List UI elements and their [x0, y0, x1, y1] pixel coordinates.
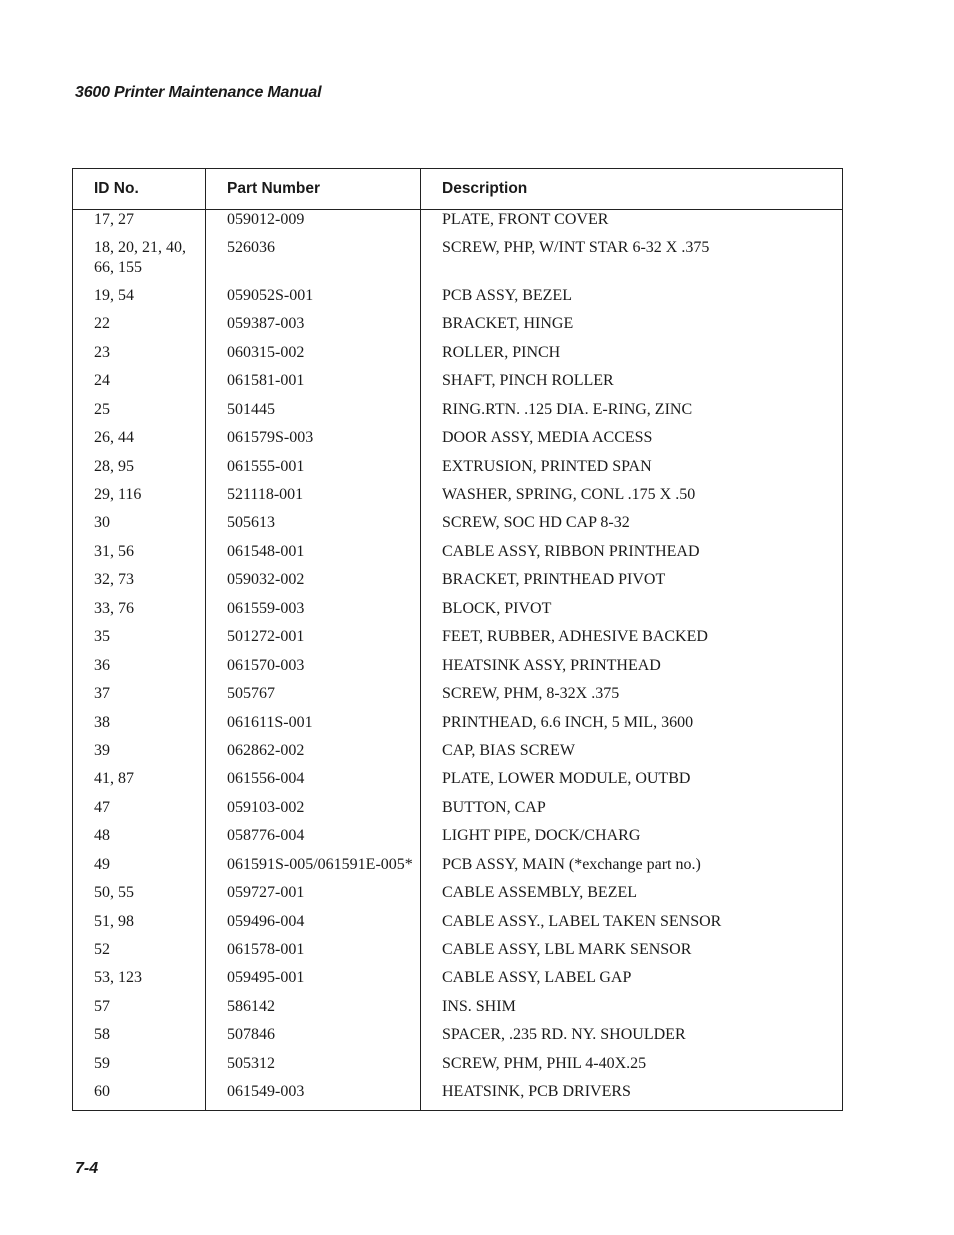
description-cell: SCREW, SOC HD CAP 8-32	[421, 513, 843, 541]
part-number-cell: 061555-001	[206, 457, 421, 485]
page-number: 7-4	[75, 1160, 99, 1177]
id-cell: 39	[94, 741, 110, 759]
description-cell: PCB ASSY, BEZEL	[421, 286, 843, 314]
table-row	[73, 428, 843, 456]
id-cell: 32, 73	[94, 571, 134, 589]
description-cell: ROLLER, PINCH	[421, 343, 843, 371]
table-row	[73, 1054, 843, 1082]
table-row	[73, 798, 843, 826]
description-cell: CABLE ASSY, LABEL GAP	[421, 968, 843, 996]
part-number-cell: 521118-001	[206, 485, 421, 513]
id-cell: 26, 44	[94, 429, 134, 447]
id-cell: 50, 55	[94, 884, 134, 902]
id-cell: 59	[94, 1054, 110, 1072]
table-row	[73, 343, 843, 371]
description-cell: PLATE, FRONT COVER	[421, 210, 843, 238]
part-number-cell: 061578-001	[206, 940, 421, 968]
description-cell: CAP, BIAS SCREW	[421, 741, 843, 769]
part-number-cell: 505312	[206, 1054, 421, 1082]
part-number-cell: 059495-001	[206, 968, 421, 996]
description-cell: LIGHT PIPE, DOCK/CHARG	[421, 826, 843, 854]
part-number-cell: 060315-002	[206, 343, 421, 371]
part-number-cell: 059032-002	[206, 570, 421, 598]
table-row	[73, 997, 843, 1025]
table-row	[73, 769, 843, 797]
id-cell: 31, 56	[94, 542, 134, 560]
id-cell: 52	[94, 941, 110, 958]
part-number-cell: 059012-009	[206, 210, 421, 238]
table-row	[73, 912, 843, 940]
table-row	[73, 457, 843, 485]
part-number-cell: 061591S-005/061591E-005*	[206, 855, 421, 883]
description-cell: SCREW, PHP, W/INT STAR 6-32 X .375	[421, 238, 843, 286]
description-cell: PCB ASSY, MAIN (*exchange part no.)	[421, 855, 843, 883]
description-cell: DOOR ASSY, MEDIA ACCESS	[421, 428, 843, 456]
id-cell: 29, 116	[94, 486, 142, 503]
column-header-part-number: Part Number	[206, 169, 421, 210]
part-number-cell: 061549-003	[206, 1082, 421, 1110]
description-cell: EXTRUSION, PRINTED SPAN	[421, 457, 843, 485]
table-row	[73, 485, 843, 513]
part-number-cell: 501272-001	[206, 627, 421, 655]
parts-table-body	[73, 210, 843, 1111]
table-row	[73, 826, 843, 854]
id-cell: 48	[94, 827, 110, 845]
part-number-cell: 061570-003	[206, 656, 421, 684]
part-number-cell: 061581-001	[206, 371, 421, 399]
column-header-description: Description	[421, 169, 843, 210]
part-number-cell: 059727-001	[206, 883, 421, 911]
description-cell: SPACER, .235 RD. NY. SHOULDER	[421, 1025, 843, 1053]
table-row	[73, 570, 843, 598]
column-header-id: ID No.	[73, 169, 206, 210]
id-cell: 38	[94, 713, 110, 731]
table-row	[73, 371, 843, 399]
id-cell: 33, 76	[94, 599, 134, 617]
part-number-cell: 061579S-003	[206, 428, 421, 456]
part-number-cell: 507846	[206, 1025, 421, 1053]
description-cell: RING.RTN. .125 DIA. E-RING, ZINC	[421, 400, 843, 428]
id-cell: 24	[94, 372, 110, 390]
description-cell: SCREW, PHM, 8-32X .375	[421, 684, 843, 712]
part-number-cell: 061556-004	[206, 769, 421, 797]
table-row	[73, 286, 843, 314]
table-row	[73, 656, 843, 684]
part-number-cell: 505767	[206, 684, 421, 712]
part-number-cell: 061611S-001	[206, 713, 421, 741]
table-row	[73, 741, 843, 769]
table-row	[73, 599, 843, 627]
id-cell: 18, 20, 21, 40, 66, 155	[94, 238, 186, 276]
description-cell: CABLE ASSY, RIBBON PRINTHEAD	[421, 542, 843, 570]
id-cell: 51, 98	[94, 912, 134, 930]
id-cell: 17, 27	[94, 211, 134, 228]
parts-table	[72, 168, 843, 1111]
table-row	[73, 684, 843, 712]
table-row	[73, 210, 843, 238]
description-cell: SHAFT, PINCH ROLLER	[421, 371, 843, 399]
id-cell: 19, 54	[94, 286, 134, 304]
id-cell: 28, 95	[94, 457, 134, 475]
description-cell: HEATSINK ASSY, PRINTHEAD	[421, 656, 843, 684]
description-cell: CABLE ASSY, LBL MARK SENSOR	[421, 940, 843, 968]
id-cell: 37	[94, 685, 110, 703]
description-cell: CABLE ASSEMBLY, BEZEL	[421, 883, 843, 911]
part-number-cell: 526036	[206, 238, 421, 286]
description-cell: INS. SHIM	[421, 997, 843, 1025]
part-number-cell: 061559-003	[206, 599, 421, 627]
description-cell: PRINTHEAD, 6.6 INCH, 5 MIL, 3600	[421, 713, 843, 741]
part-number-cell: 505613	[206, 513, 421, 541]
id-cell: 49	[94, 855, 110, 873]
id-cell: 30	[94, 514, 110, 532]
table-row	[73, 400, 843, 428]
description-cell: WASHER, SPRING, CONL .175 X .50	[421, 485, 843, 513]
description-cell: CABLE ASSY., LABEL TAKEN SENSOR	[421, 912, 843, 940]
id-cell: 25	[94, 400, 110, 418]
part-number-cell: 062862-002	[206, 741, 421, 769]
id-cell: 35	[94, 628, 110, 646]
description-cell: FEET, RUBBER, ADHESIVE BACKED	[421, 627, 843, 655]
id-cell: 47	[94, 798, 110, 816]
part-number-cell: 061548-001	[206, 542, 421, 570]
description-cell: BUTTON, CAP	[421, 798, 843, 826]
id-cell: 60	[94, 1083, 110, 1101]
id-cell: 53, 123	[94, 969, 142, 987]
description-cell: SCREW, PHM, PHIL 4-40X.25	[421, 1054, 843, 1082]
table-row	[73, 1025, 843, 1053]
part-number-cell: 059103-002	[206, 798, 421, 826]
table-row	[73, 238, 843, 286]
table-row	[73, 713, 843, 741]
id-cell: 57	[94, 997, 110, 1015]
table-row	[73, 513, 843, 541]
part-number-cell: 501445	[206, 400, 421, 428]
description-cell: BRACKET, PRINTHEAD PIVOT	[421, 570, 843, 598]
id-cell: 58	[94, 1026, 110, 1044]
running-head: 3600 Printer Maintenance Manual	[75, 84, 322, 101]
table-row	[73, 855, 843, 883]
table-row	[73, 627, 843, 655]
part-number-cell: 059387-003	[206, 314, 421, 342]
part-number-cell: 058776-004	[206, 826, 421, 854]
table-row	[73, 940, 843, 968]
id-cell: 41, 87	[94, 770, 134, 788]
parts-table-header	[73, 169, 843, 210]
part-number-cell: 586142	[206, 997, 421, 1025]
description-cell: PLATE, LOWER MODULE, OUTBD	[421, 769, 843, 797]
table-row	[73, 314, 843, 342]
id-cell: 36	[94, 656, 110, 674]
table-row	[73, 1082, 843, 1110]
description-cell: BLOCK, PIVOT	[421, 599, 843, 627]
table-row	[73, 883, 843, 911]
table-row	[73, 542, 843, 570]
table-row	[73, 968, 843, 996]
part-number-cell: 059052S-001	[206, 286, 421, 314]
id-cell: 23	[94, 343, 110, 361]
id-cell: 22	[94, 315, 110, 333]
description-cell: BRACKET, HINGE	[421, 314, 843, 342]
part-number-cell: 059496-004	[206, 912, 421, 940]
description-cell: HEATSINK, PCB DRIVERS	[421, 1082, 843, 1110]
